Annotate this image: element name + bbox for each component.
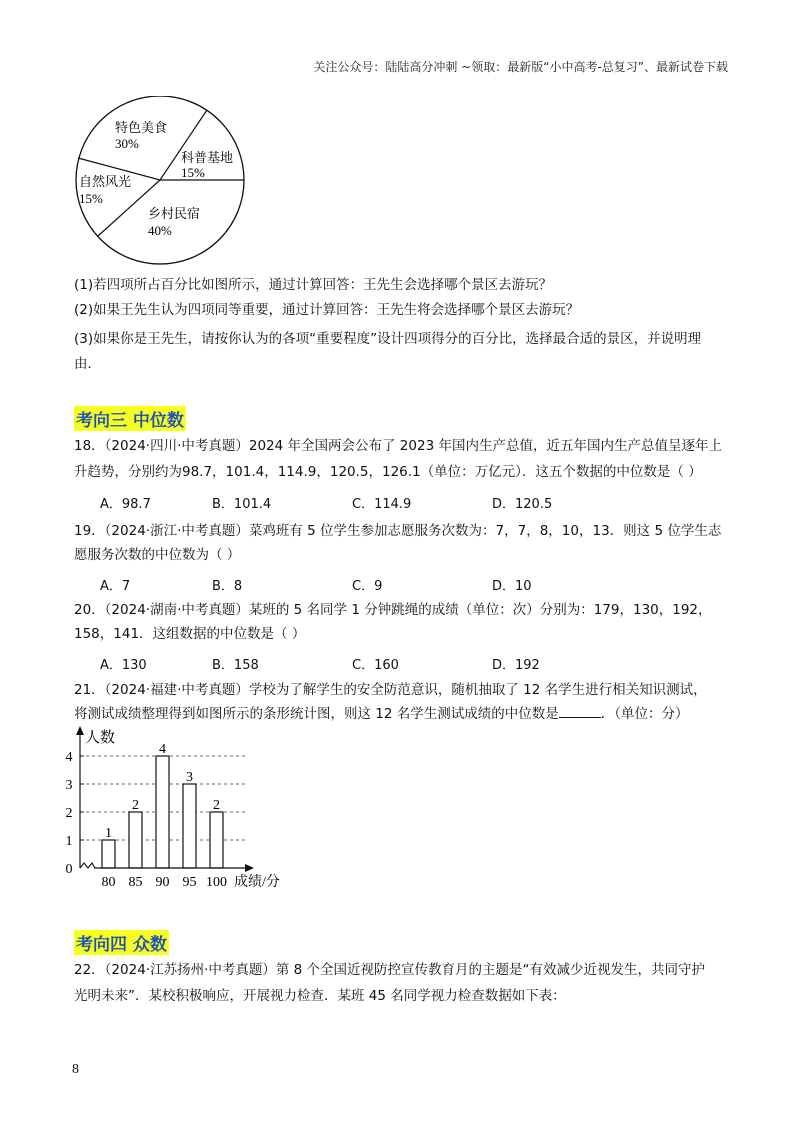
- pie-percent: 40%: [148, 223, 172, 238]
- y-axis-arrow: [76, 726, 84, 735]
- pie-question-1: (1)若四项所占百分比如图所示，通过计算回答：王先生会选择哪个景区去游玩？: [74, 277, 553, 293]
- pie-label: 科普基地: [181, 150, 234, 165]
- y-axis-label: 人数: [85, 730, 116, 746]
- option-d: D．192: [492, 658, 540, 673]
- question-20-line1: 20．（2024·湖南·中考真题）某班的 5 名同学 1 分钟跳绳的成绩（单位：次）分别为：179，130，192，: [74, 602, 712, 618]
- page-number: 8: [72, 1062, 79, 1077]
- question-21-line1: 21．（2024·福建·中考真题）学校为了解学生的安全防范意识，随机抽取了 12 名学生进行相关知识测试，: [74, 682, 707, 698]
- option-a: A．98.7: [100, 497, 151, 512]
- pie-question-3: (3)如果你是王先生，请按你认为的各项“重要程度”设计四项得分的百分比，选择最合适的景区，并说明理: [74, 331, 702, 347]
- pie-question-3-cont: 由．: [74, 356, 101, 372]
- bar: [183, 784, 196, 868]
- x-tick-label: 90: [155, 875, 170, 890]
- section-heading: 考向三 中位数: [74, 406, 186, 431]
- pie-percent: 15%: [79, 191, 103, 206]
- question-22-line2: 光明未来”．某校积极响应，开展视力检查．某班 45 名同学视力检查数据如下表：: [74, 988, 566, 1004]
- pie-label: 乡村民宿: [148, 206, 201, 221]
- option-b: B．158: [212, 658, 259, 673]
- bar: [102, 840, 115, 868]
- answer-blank[interactable]: [559, 703, 601, 718]
- x-tick-label: 85: [128, 875, 143, 890]
- y-tick-label: 1: [65, 834, 73, 849]
- pie-label: 自然风光: [79, 174, 132, 189]
- axis-break: [80, 863, 95, 868]
- bar: [210, 812, 223, 868]
- bar-value-label: 3: [186, 770, 193, 785]
- question-21-unit: ．（单位：分）: [600, 706, 689, 722]
- bar: [129, 812, 142, 868]
- pie-question-2: (2)如果王先生认为四项同等重要，通过计算回答：王先生将会选择哪个景区去游玩？: [74, 302, 580, 318]
- bar-value-label: 2: [213, 798, 220, 813]
- pie-percent: 30%: [115, 136, 139, 151]
- section-heading: 考向四 众数: [74, 930, 169, 955]
- x-axis-label: 成绩/分: [234, 875, 280, 890]
- question-22-line1: 22．（2024·江苏扬州·中考真题）第 8 个全国近视防控宣传教育月的主题是“有效减少近视发生，共同守护: [74, 962, 706, 978]
- option-b: B．101.4: [212, 497, 272, 512]
- pie-chart: [60, 96, 260, 271]
- x-axis-arrow: [245, 864, 254, 872]
- option-a: A．7: [100, 579, 131, 594]
- option-c: C．9: [352, 579, 383, 594]
- pie-percent: 15%: [181, 165, 205, 180]
- bar-chart: [58, 722, 308, 892]
- page-header: 关注公众号：陆陆高分冲刺 ~领取：最新版“小中高考-总复习”、最新试卷下载: [313, 60, 728, 74]
- y-tick-label: 0: [65, 862, 73, 877]
- bar-value-label: 2: [132, 798, 139, 813]
- y-tick-label: 4: [65, 750, 73, 765]
- question-19-line1: 19．（2024·浙江·中考真题）菜鸡班有 5 位学生参加志愿服务次数为：7，7，8，10，13．则这 5 位学生志: [74, 523, 722, 539]
- option-a: A．130: [100, 658, 147, 673]
- x-tick-label: 100: [206, 875, 227, 890]
- question-21-text: 将测试成绩整理得到如图所示的条形统计图，则这 12 名学生测试成绩的中位数是: [74, 706, 559, 722]
- question-18-line2: 升趋势，分别约为98.7，101.4，114.9，120.5，126.1（单位：万亿元）．这五个数据的中位数是（ ）: [74, 464, 702, 480]
- question-18-line1: 18．（2024·四川·中考真题）2024 年全国两会公布了 2023 年国内生产总值，近五年国内生产总值呈逐年上: [74, 438, 722, 454]
- y-tick-label: 2: [65, 806, 73, 821]
- x-tick-label: 95: [182, 875, 197, 890]
- bar-value-label: 1: [105, 826, 112, 841]
- x-tick-label: 80: [101, 875, 116, 890]
- option-c: C．114.9: [352, 497, 412, 512]
- option-d: D．120.5: [492, 497, 553, 512]
- option-d: D．10: [492, 579, 532, 594]
- bar-value-label: 4: [159, 742, 166, 757]
- option-c: C．160: [352, 658, 399, 673]
- y-tick-label: 3: [65, 778, 73, 793]
- pie-label: 特色美食: [115, 120, 168, 135]
- question-19-line2: 愿服务次数的中位数为（ ）: [74, 547, 241, 563]
- bar: [156, 756, 169, 868]
- option-b: B．8: [212, 579, 243, 594]
- question-20-line2: 158，141．这组数据的中位数是（ ）: [74, 626, 306, 642]
